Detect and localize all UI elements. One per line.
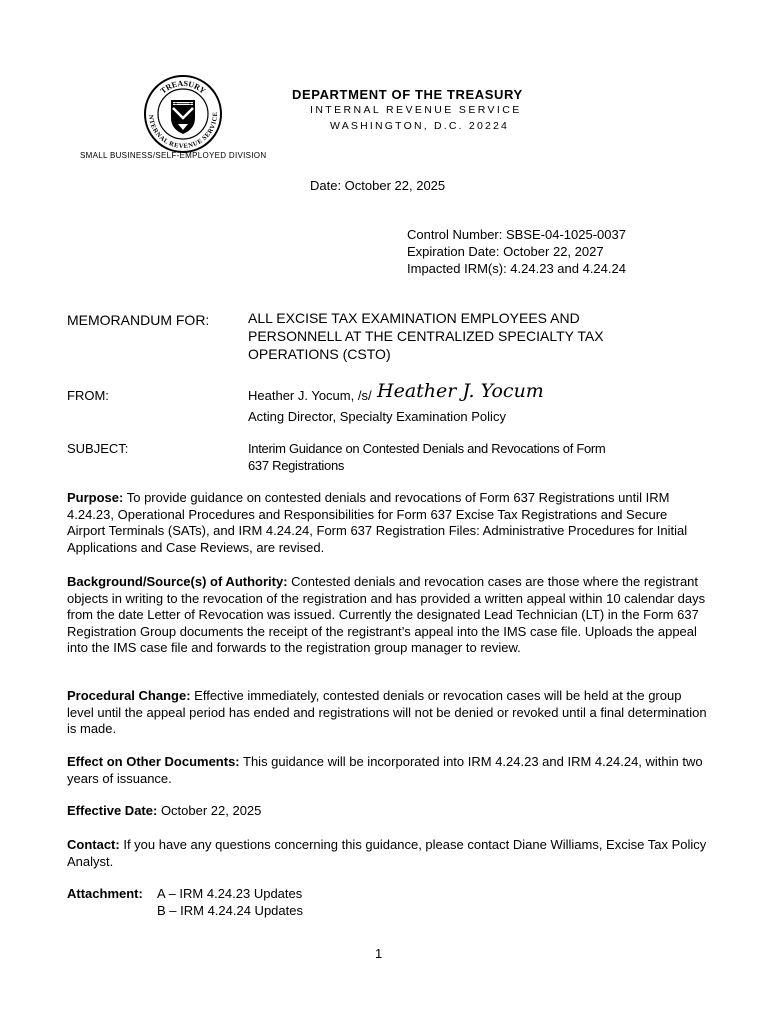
seal-text-top: TREASURY xyxy=(158,78,208,96)
procedural-paragraph xyxy=(67,688,707,738)
from-title: Acting Director, Specialty Examination Policy xyxy=(248,409,506,424)
memo-for-line: ALL EXCISE TAX EXAMINATION EMPLOYEES AND xyxy=(248,310,580,326)
purpose-label: Purpose: xyxy=(67,490,124,505)
attachment-item: B – IRM 4.24.24 Updates xyxy=(157,903,303,918)
svg-text:TREASURY xyxy=(159,79,208,96)
control-number: Control Number: SBSE-04-1025-0037 xyxy=(407,227,626,242)
department-title: DEPARTMENT OF THE TREASURY xyxy=(292,87,523,102)
effect-label: Effect on Other Documents: xyxy=(67,754,240,769)
impacted-irm: Impacted IRM(s): 4.24.23 and 4.24.24 xyxy=(407,261,626,276)
background-paragraph xyxy=(67,574,707,657)
from-label: FROM: xyxy=(67,388,109,403)
attachment-label: Attachment: xyxy=(67,886,143,901)
expiration-date: Expiration Date: October 22, 2027 xyxy=(407,244,604,259)
effect-paragraph xyxy=(67,754,707,787)
signature: Heather J. Yocum xyxy=(377,380,544,402)
purpose-text: To provide guidance on contested denials and revocations of Form 637 Registrations until IRM 4.24.23, Operational Procedures and Responsibilities for Form 637 Excise Tax Registrations and Secure Airport Terminals (SATs), and IRM 4.24.24, Form 637 Registration Files: Administrative Procedures for Initial Applications and Case Reviews, are revised. xyxy=(67,490,688,555)
agency-address: WASHINGTON, D.C. 20224 xyxy=(330,120,510,132)
treasury-seal xyxy=(143,74,223,154)
subject-label: SUBJECT: xyxy=(67,441,129,456)
effective-date-label: Effective Date: xyxy=(67,803,158,818)
subject-line: Interim Guidance on Contested Denials and Revocations of Form xyxy=(248,441,606,456)
contact-paragraph xyxy=(67,837,707,870)
memo-date: Date: October 22, 2025 xyxy=(310,178,446,193)
effective-date-paragraph xyxy=(67,803,707,820)
memo-for-line: OPERATIONS (CSTO) xyxy=(248,346,391,362)
procedural-label: Procedural Change: xyxy=(67,688,191,703)
effective-date-text: October 22, 2025 xyxy=(160,803,262,818)
memo-for-label: MEMORANDUM FOR: xyxy=(67,312,210,328)
contact-label: Contact: xyxy=(67,837,120,852)
page-number: 1 xyxy=(375,946,383,961)
attachment-item: A – IRM 4.24.23 Updates xyxy=(157,886,303,901)
seal-text-bottom: NTERNAL REVENUE SERVICE xyxy=(146,112,220,151)
from-name: Heather J. Yocum, /s/ xyxy=(248,388,372,403)
effect-text: This guidance will be incorporated into IRM 4.24.23 and IRM 4.24.24, within two years of issuance. xyxy=(67,754,703,786)
background-text: Contested denials and revocation cases are those where the registrant objects in writing to the revocation of the registration and has provided a written appeal within 10 calendar days from the date Letter of Revocation was issued. Currently the designated Lead Technician (LT) in the Form 637 Registration Group documents the receipt of the registrant’s appeal into the IMS case file. Uploads the appeal into the IMS case file and forwards to the registration group manager to review. xyxy=(67,574,706,656)
purpose-paragraph xyxy=(67,490,707,556)
division-name: SMALL BUSINESS/SELF-EMPLOYED DIVISION xyxy=(80,151,267,160)
background-label: Background/Source(s) of Authority: xyxy=(67,574,288,589)
contact-text: If you have any questions concerning this guidance, please contact Diane Williams, Excise Tax Policy Analyst. xyxy=(67,837,707,869)
procedural-text: Effective immediately, contested denials or revocation cases will be held at the group level until the appeal period has ended and registrations will not be denied or revoked until a final determination is made. xyxy=(67,688,707,737)
agency-name: INTERNAL REVENUE SERVICE xyxy=(310,104,522,116)
subject-line: 637 Registrations xyxy=(248,458,345,473)
memo-for-line: PERSONNELL AT THE CENTRALIZED SPECIALTY TAX xyxy=(248,328,604,344)
